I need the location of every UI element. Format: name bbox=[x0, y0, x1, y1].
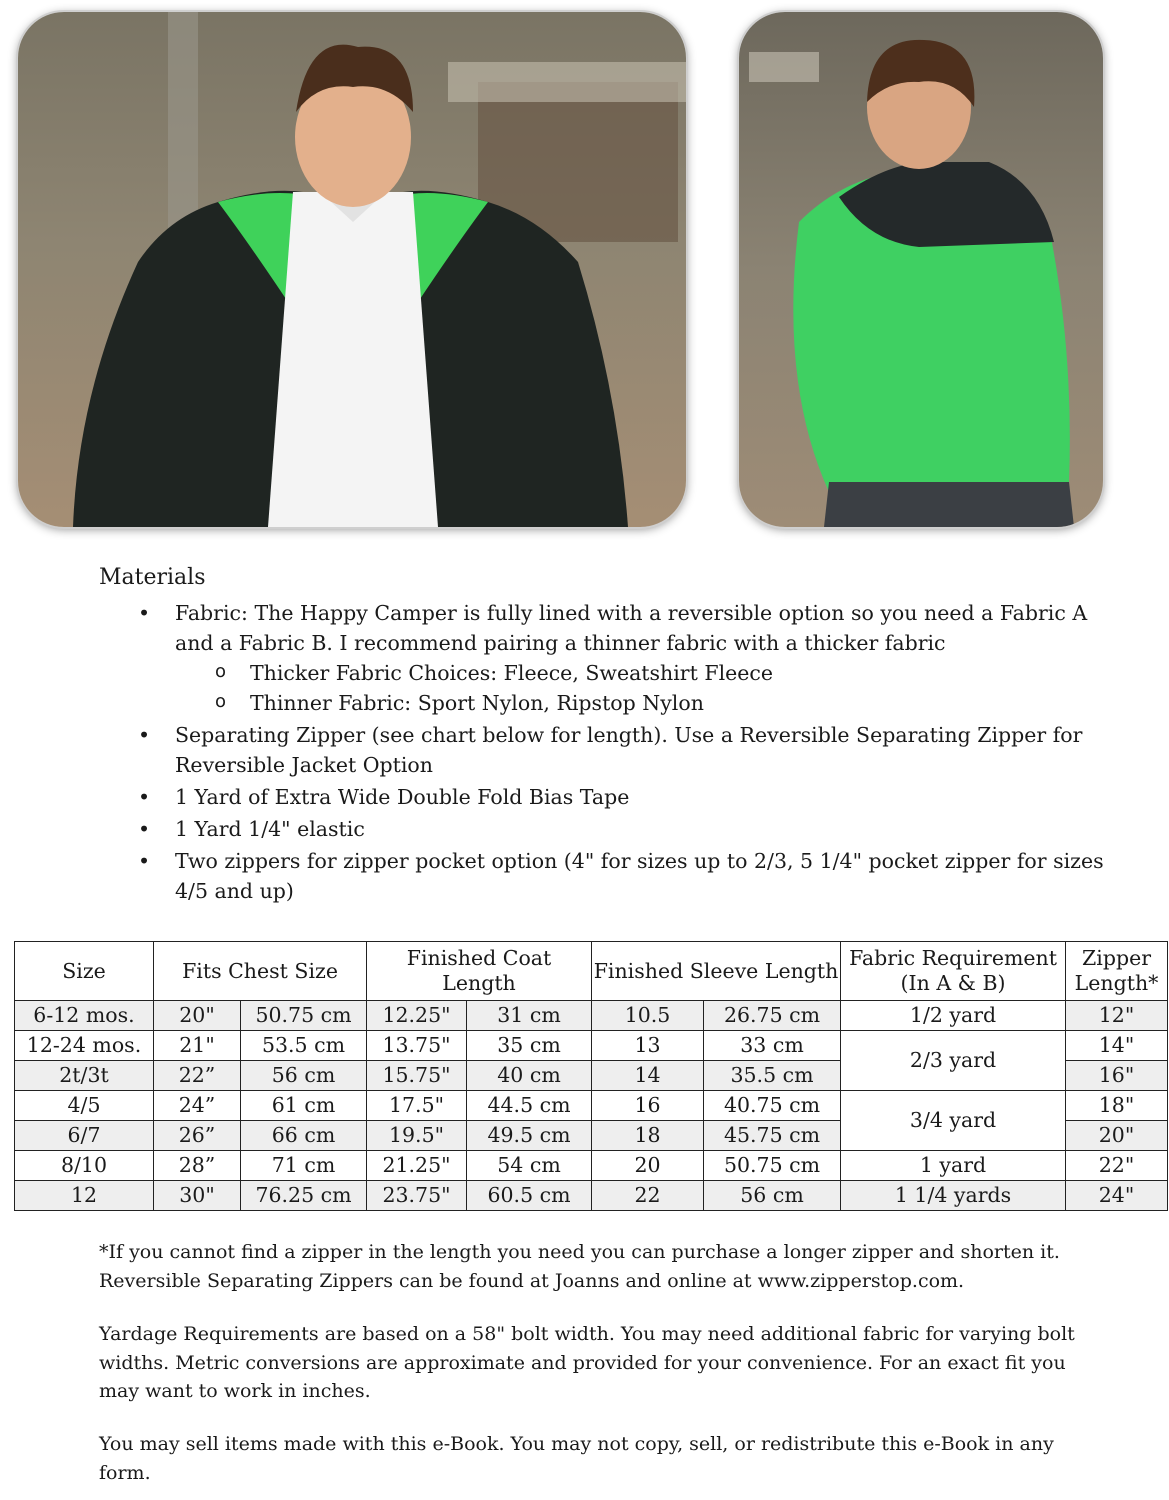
table-header-row bbox=[15, 942, 1168, 1001]
header-fabric: Fabric Requirement (In A & B) bbox=[841, 942, 1066, 1001]
table-row bbox=[15, 1001, 1168, 1031]
cell-chest-in: 28” bbox=[154, 1151, 241, 1181]
cell-coat-cm: 35 cm bbox=[467, 1031, 592, 1061]
cell-chest-in: 20" bbox=[154, 1001, 241, 1031]
cell-coat-in: 13.75" bbox=[367, 1031, 467, 1061]
header-size: Size bbox=[15, 942, 154, 1001]
cell-fabric: 1 yard bbox=[841, 1151, 1066, 1181]
cell-fabric: 1 1/4 yards bbox=[841, 1181, 1066, 1211]
cell-zipper: 14" bbox=[1066, 1031, 1168, 1061]
cell-chest-cm: 61 cm bbox=[241, 1091, 367, 1121]
cell-coat-cm: 49.5 cm bbox=[467, 1121, 592, 1151]
materials-heading: Materials bbox=[99, 565, 206, 590]
cell-zipper: 24" bbox=[1066, 1181, 1168, 1211]
photo-boy-back bbox=[739, 12, 1103, 527]
cell-size: 8/10 bbox=[15, 1151, 154, 1181]
cell-coat-cm: 54 cm bbox=[467, 1151, 592, 1181]
cell-sleeve-in: 10.5 bbox=[592, 1001, 704, 1031]
cell-zipper: 18" bbox=[1066, 1091, 1168, 1121]
cell-zipper: 22" bbox=[1066, 1151, 1168, 1181]
cell-size: 6-12 mos. bbox=[15, 1001, 154, 1031]
cell-sleeve-in: 16 bbox=[592, 1091, 704, 1121]
cell-sleeve-in: 14 bbox=[592, 1061, 704, 1091]
materials-item-text: 1 Yard 1/4" elastic bbox=[175, 817, 365, 841]
cell-coat-cm: 31 cm bbox=[467, 1001, 592, 1031]
cell-chest-in: 26” bbox=[154, 1121, 241, 1151]
cell-size: 12 bbox=[15, 1181, 154, 1211]
cell-coat-in: 19.5" bbox=[367, 1121, 467, 1151]
cell-sleeve-in: 20 bbox=[592, 1151, 704, 1181]
cell-chest-cm: 53.5 cm bbox=[241, 1031, 367, 1061]
materials-item-text: Two zippers for zipper pocket option (4" for sizes up to 2/3, 5 1/4" pocket zipper for sizes 4/5 and up) bbox=[175, 849, 1104, 903]
license-note: You may sell items made with this e-Book. You may not copy, sell, or redistribute this e-Book in any form. bbox=[99, 1433, 1054, 1484]
materials-list bbox=[130, 598, 1110, 908]
size-chart-table bbox=[14, 941, 1168, 1211]
cell-coat-in: 12.25" bbox=[367, 1001, 467, 1031]
list-item bbox=[130, 814, 1110, 844]
cell-sleeve-cm: 33 cm bbox=[704, 1031, 841, 1061]
cell-sleeve-in: 18 bbox=[592, 1121, 704, 1151]
cell-chest-cm: 50.75 cm bbox=[241, 1001, 367, 1031]
cell-fabric: 1/2 yard bbox=[841, 1001, 1066, 1031]
cell-chest-in: 21" bbox=[154, 1031, 241, 1061]
cell-zipper: 16" bbox=[1066, 1061, 1168, 1091]
cell-sleeve-cm: 26.75 cm bbox=[704, 1001, 841, 1031]
cell-coat-in: 17.5" bbox=[367, 1091, 467, 1121]
yardage-note: Yardage Requirements are based on a 58" bolt width. You may need additional fabric for varying bolt widths. Metric conversions are approximate and provided for your convenience. For an exact fit you may want to work in inches. bbox=[99, 1323, 1075, 1402]
cell-chest-cm: 71 cm bbox=[241, 1151, 367, 1181]
cell-size: 6/7 bbox=[15, 1121, 154, 1151]
list-item bbox=[130, 598, 1110, 718]
cell-zipper: 20" bbox=[1066, 1121, 1168, 1151]
cell-coat-in: 21.25" bbox=[367, 1151, 467, 1181]
cell-chest-cm: 56 cm bbox=[241, 1061, 367, 1091]
sublist-item: o Thinner Fabric: Sport Nylon, Ripstop Nylon bbox=[175, 688, 1110, 718]
cell-sleeve-cm: 45.75 cm bbox=[704, 1121, 841, 1151]
table-row bbox=[15, 1181, 1168, 1211]
cell-coat-cm: 60.5 cm bbox=[467, 1181, 592, 1211]
cell-fabric: 3/4 yard bbox=[841, 1091, 1066, 1151]
cell-chest-cm: 76.25 cm bbox=[241, 1181, 367, 1211]
photo-boy-front bbox=[18, 12, 686, 527]
table-row bbox=[15, 1091, 1168, 1121]
list-item bbox=[130, 720, 1110, 780]
cell-sleeve-in: 13 bbox=[592, 1031, 704, 1061]
cell-coat-in: 23.75" bbox=[367, 1181, 467, 1211]
cell-chest-cm: 66 cm bbox=[241, 1121, 367, 1151]
cell-sleeve-cm: 56 cm bbox=[704, 1181, 841, 1211]
cell-chest-in: 22” bbox=[154, 1061, 241, 1091]
cell-sleeve-in: 22 bbox=[592, 1181, 704, 1211]
cell-coat-cm: 40 cm bbox=[467, 1061, 592, 1091]
header-coat-length: Finished Coat Length bbox=[367, 942, 592, 1001]
materials-item-text: Fabric: The Happy Camper is fully lined with a reversible option so you need a Fabric A and a Fabric B. I recommend pairing a thinner fabric with a thicker fabric bbox=[175, 601, 1088, 655]
materials-sublist bbox=[175, 658, 1110, 718]
header-sleeve-length: Finished Sleeve Length bbox=[592, 942, 841, 1001]
zipper-footnote: *If you cannot find a zipper in the length you need you can purchase a longer zipper and shorten it. Reversible Separating Zippers can be found at Joanns and online at www.zipperstop.com. bbox=[99, 1241, 1060, 1292]
table-row bbox=[15, 1031, 1168, 1061]
cell-sleeve-cm: 50.75 cm bbox=[704, 1151, 841, 1181]
cell-zipper: 12" bbox=[1066, 1001, 1168, 1031]
cell-size: 2t/3t bbox=[15, 1061, 154, 1091]
header-zipper: Zipper Length* bbox=[1066, 942, 1168, 1001]
cell-coat-in: 15.75" bbox=[367, 1061, 467, 1091]
photo-boy-back-image bbox=[739, 12, 1103, 527]
cell-chest-in: 24” bbox=[154, 1091, 241, 1121]
list-item bbox=[130, 782, 1110, 812]
cell-chest-in: 30" bbox=[154, 1181, 241, 1211]
photo-boy-front-image bbox=[18, 12, 686, 527]
header-chest: Fits Chest Size bbox=[154, 942, 367, 1001]
cell-size: 4/5 bbox=[15, 1091, 154, 1121]
materials-item-text: Separating Zipper (see chart below for length). Use a Reversible Separating Zipper for Reversible Jacket Option bbox=[175, 723, 1083, 777]
table-row bbox=[15, 1151, 1168, 1181]
cell-fabric: 2/3 yard bbox=[841, 1031, 1066, 1091]
cell-sleeve-cm: 40.75 cm bbox=[704, 1091, 841, 1121]
cell-sleeve-cm: 35.5 cm bbox=[704, 1061, 841, 1091]
cell-coat-cm: 44.5 cm bbox=[467, 1091, 592, 1121]
sublist-item: o Thicker Fabric Choices: Fleece, Sweatshirt Fleece bbox=[175, 658, 1110, 688]
list-item bbox=[130, 846, 1110, 906]
cell-size: 12-24 mos. bbox=[15, 1031, 154, 1061]
materials-item-text: 1 Yard of Extra Wide Double Fold Bias Tape bbox=[175, 785, 630, 809]
